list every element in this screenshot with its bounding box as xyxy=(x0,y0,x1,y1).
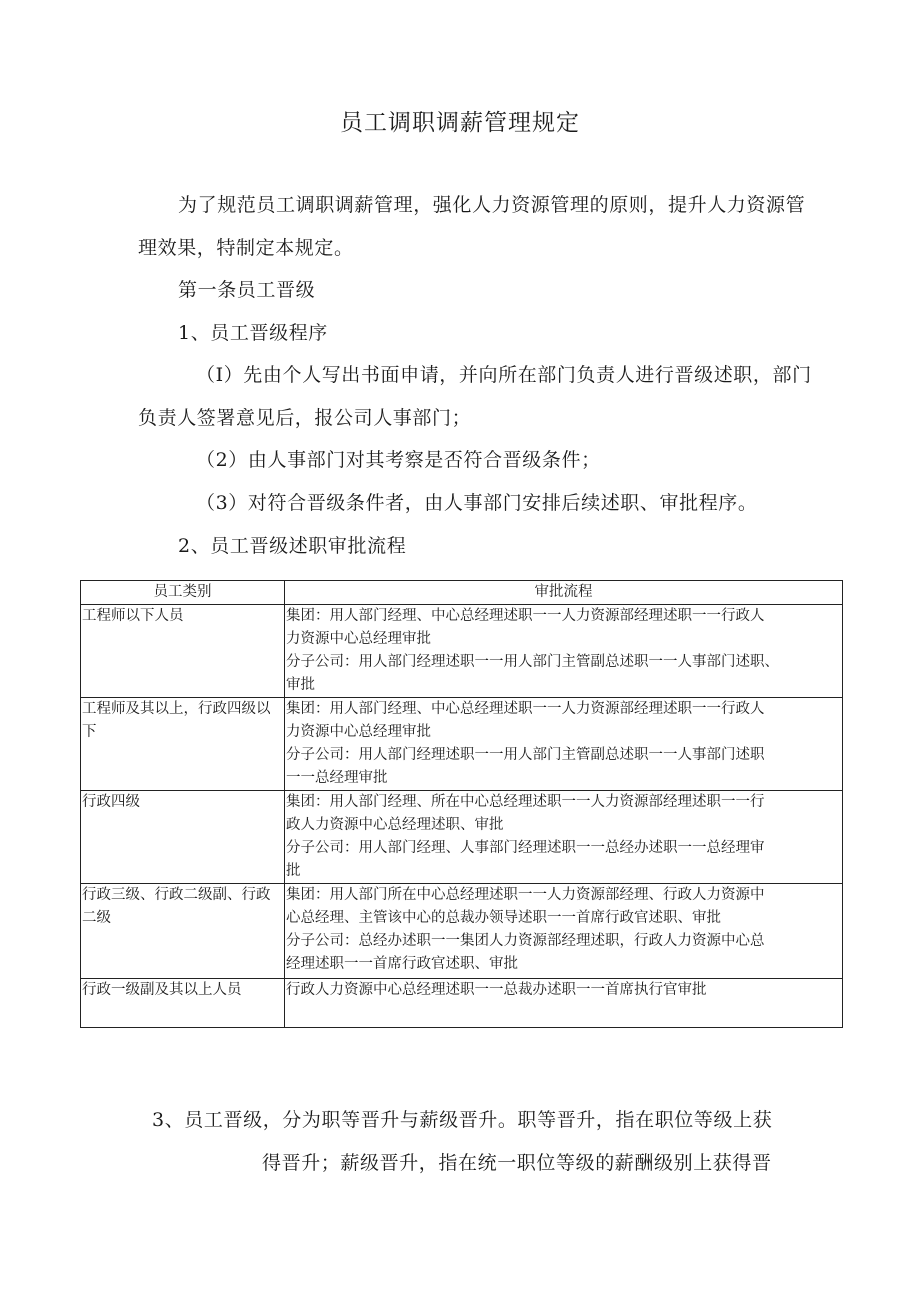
flow-line: 一一总经理审批 xyxy=(286,770,388,786)
header-flow: 审批流程 xyxy=(285,581,843,605)
row-flow xyxy=(285,605,843,698)
table-row xyxy=(81,884,843,979)
document-title: 员工调职调薪管理规定 xyxy=(340,110,580,136)
step-1-line1: （I）先由个人写出书面申请，并向所在部门负责人进行晋级述职，部门 xyxy=(196,364,812,386)
section-3-line2: 得晋升；薪级晋升，指在统一职位等级的薪酬级别上获得晋 xyxy=(262,1152,772,1174)
section-3-line1: 3、员工晋级，分为职等晋升与薪级晋升。职等晋升，指在职位等级上获 xyxy=(152,1109,773,1131)
row-flow xyxy=(285,979,843,1028)
row-category: 行政三级、行政二级副、行政二级 xyxy=(81,884,285,979)
row-flow xyxy=(285,698,843,791)
section-heading-2: 2、员工晋级述职审批流程 xyxy=(178,535,407,557)
flow-line: 分子公司：用人部门经理、人事部门经理述职一一总经办述职一一总经理审 xyxy=(286,840,765,856)
flow-line: 经理述职一一首席行政官述职、审批 xyxy=(286,956,518,972)
table-row xyxy=(81,979,843,1028)
step-1-line2: 负责人签署意见后，报公司人事部门； xyxy=(138,407,472,429)
step-2: （2）由人事部门对其考察是否符合晋级条件； xyxy=(196,449,601,471)
article-heading: 第一条员工晋级 xyxy=(178,279,316,301)
row-category: 行政四级 xyxy=(81,791,285,884)
table-row xyxy=(81,605,843,698)
intro-paragraph-line1: 为了规范员工调职调薪管理，强化人力资源管理的原则，提升人力资源管 xyxy=(178,194,806,216)
intro-paragraph-line2: 理效果，特制定本规定。 xyxy=(138,237,354,259)
flow-line: 分子公司：用人部门经理述职一一用人部门主管副总述职一一人事部门述职 xyxy=(286,747,765,763)
row-category: 工程师及其以上，行政四级以下 xyxy=(81,698,285,791)
table-header-row xyxy=(81,581,843,605)
table-row xyxy=(81,698,843,791)
table-row xyxy=(81,791,843,884)
flow-line: 政人力资源中心总经理述职、审批 xyxy=(286,817,504,833)
approval-flow-table xyxy=(80,580,843,1028)
header-category: 员工类别 xyxy=(81,581,285,605)
flow-line: 批 xyxy=(286,863,301,879)
row-flow xyxy=(285,791,843,884)
flow-line: 集团：用人部门经理、所在中心总经理述职一一人力资源部经理述职一一行 xyxy=(286,794,765,810)
flow-line: 集团：用人部门所在中心总经理述职一一人力资源部经理、行政人力资源中 xyxy=(286,887,765,903)
flow-line: 分子公司：总经办述职一一集团人力资源部经理述职，行政人力资源中心总 xyxy=(286,933,765,949)
row-category: 行政一级副及其以上人员 xyxy=(81,979,285,1028)
flow-line: 力资源中心总经理审批 xyxy=(286,724,431,740)
flow-line: 行政人力资源中心总经理述职一一总裁办述职一一首席执行官审批 xyxy=(286,982,707,998)
row-category: 工程师以下人员 xyxy=(81,605,285,698)
flow-line: 心总经理、主管该中心的总裁办领导述职一一首席行政官述职、审批 xyxy=(286,910,721,926)
row-flow xyxy=(285,884,843,979)
section-heading-1: 1、员工晋级程序 xyxy=(178,322,328,344)
flow-line: 集团：用人部门经理、中心总经理述职一一人力资源部经理述职一一行政人 xyxy=(286,608,765,624)
flow-line: 审批 xyxy=(286,677,315,693)
step-3: （3）对符合晋级条件者，由人事部门安排后续述职、审批程序。 xyxy=(196,492,758,514)
flow-line: 分子公司：用人部门经理述职一一用人部门主管副总述职一一人事部门述职、 xyxy=(286,654,779,670)
flow-line: 力资源中心总经理审批 xyxy=(286,631,431,647)
flow-line: 集团：用人部门经理、中心总经理述职一一人力资源部经理述职一一行政人 xyxy=(286,701,765,717)
